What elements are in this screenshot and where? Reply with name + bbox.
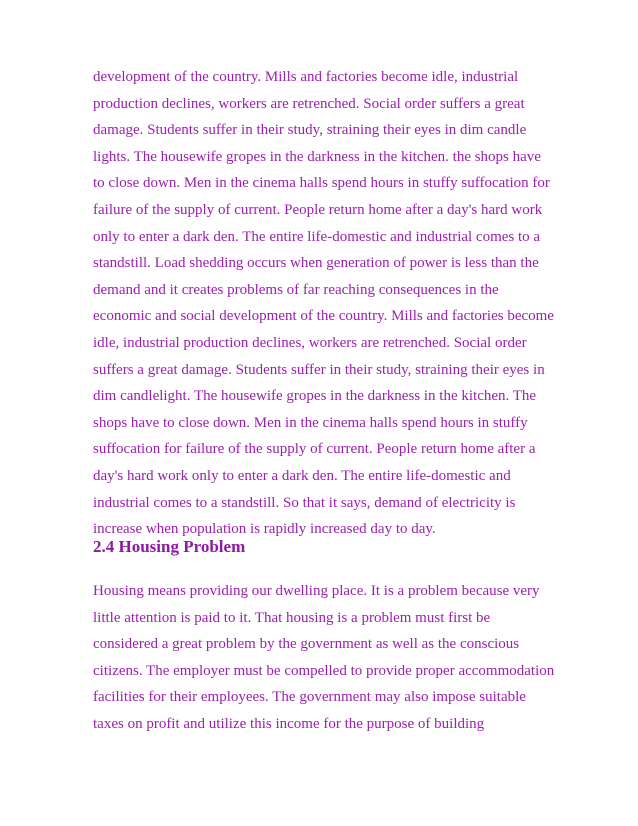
paragraph-line: facilities for their employees. The government may also impose suitable (93, 689, 526, 706)
paragraph-line: failure of the supply of current. People return home after a day's hard work (93, 201, 543, 218)
paragraph-line: lights. The housewife gropes in the darkness in the kitchen. the shops have (93, 148, 541, 165)
section-heading: 2.4 Housing Problem (93, 537, 246, 556)
paragraph-line: to close down. Men in the cinema halls spend hours in stuffy suffocation for (93, 175, 550, 192)
paragraph-line: idle, industrial production declines, workers are retrenched. Social order (93, 334, 527, 351)
paragraph-line: industrial comes to a standstill. So that it says, demand of electricity is (93, 494, 516, 511)
paragraph-line: dim candlelight. The housewife gropes in the darkness in the kitchen. The (93, 388, 537, 405)
paragraph-line: development of the country. Mills and factories become idle, industrial (93, 69, 519, 85)
paragraph-load-shedding (93, 64, 553, 543)
paragraph-line: Housing means providing our dwelling place. It is a problem because very (93, 583, 540, 599)
paragraph-line: shops have to close down. Men in the cinema halls spend hours in stuffy (93, 414, 528, 431)
paragraph-line: only to enter a dark den. The entire life-domestic and industrial comes to a (93, 228, 541, 245)
paragraph-line: production declines, workers are retrenched. Social order suffers a great (93, 95, 525, 112)
paragraph-line: damage. Students suffer in their study, straining their eyes in dim candle (93, 122, 527, 139)
paragraph-line: little attention is paid to it. That housing is a problem must first be (93, 609, 491, 626)
paragraph-line: standstill. Load shedding occurs when generation of power is less than the (93, 255, 539, 272)
paragraph-line: economic and social development of the country. Mills and factories become (93, 308, 554, 325)
paragraph-line: demand and it creates problems of far reaching consequences in the (93, 281, 499, 298)
paragraph-line: day's hard work only to enter a dark den. The entire life-domestic and (93, 467, 511, 484)
paragraph-line: considered a great problem by the government as well as the conscious (93, 636, 520, 653)
paragraph-line: taxes on profit and utilize this income for the purpose of building (93, 715, 485, 732)
paragraph-line: suffers a great damage. Students suffer in their study, straining their eyes in (93, 361, 545, 378)
paragraph-line: suffocation for failure of the supply of current. People return home after a (93, 441, 536, 458)
paragraph-line: increase when population is rapidly increased day to day. (93, 521, 436, 538)
paragraph-line: citizens. The employer must be compelled to provide proper accommodation (93, 662, 555, 679)
paragraph-housing (93, 578, 553, 738)
